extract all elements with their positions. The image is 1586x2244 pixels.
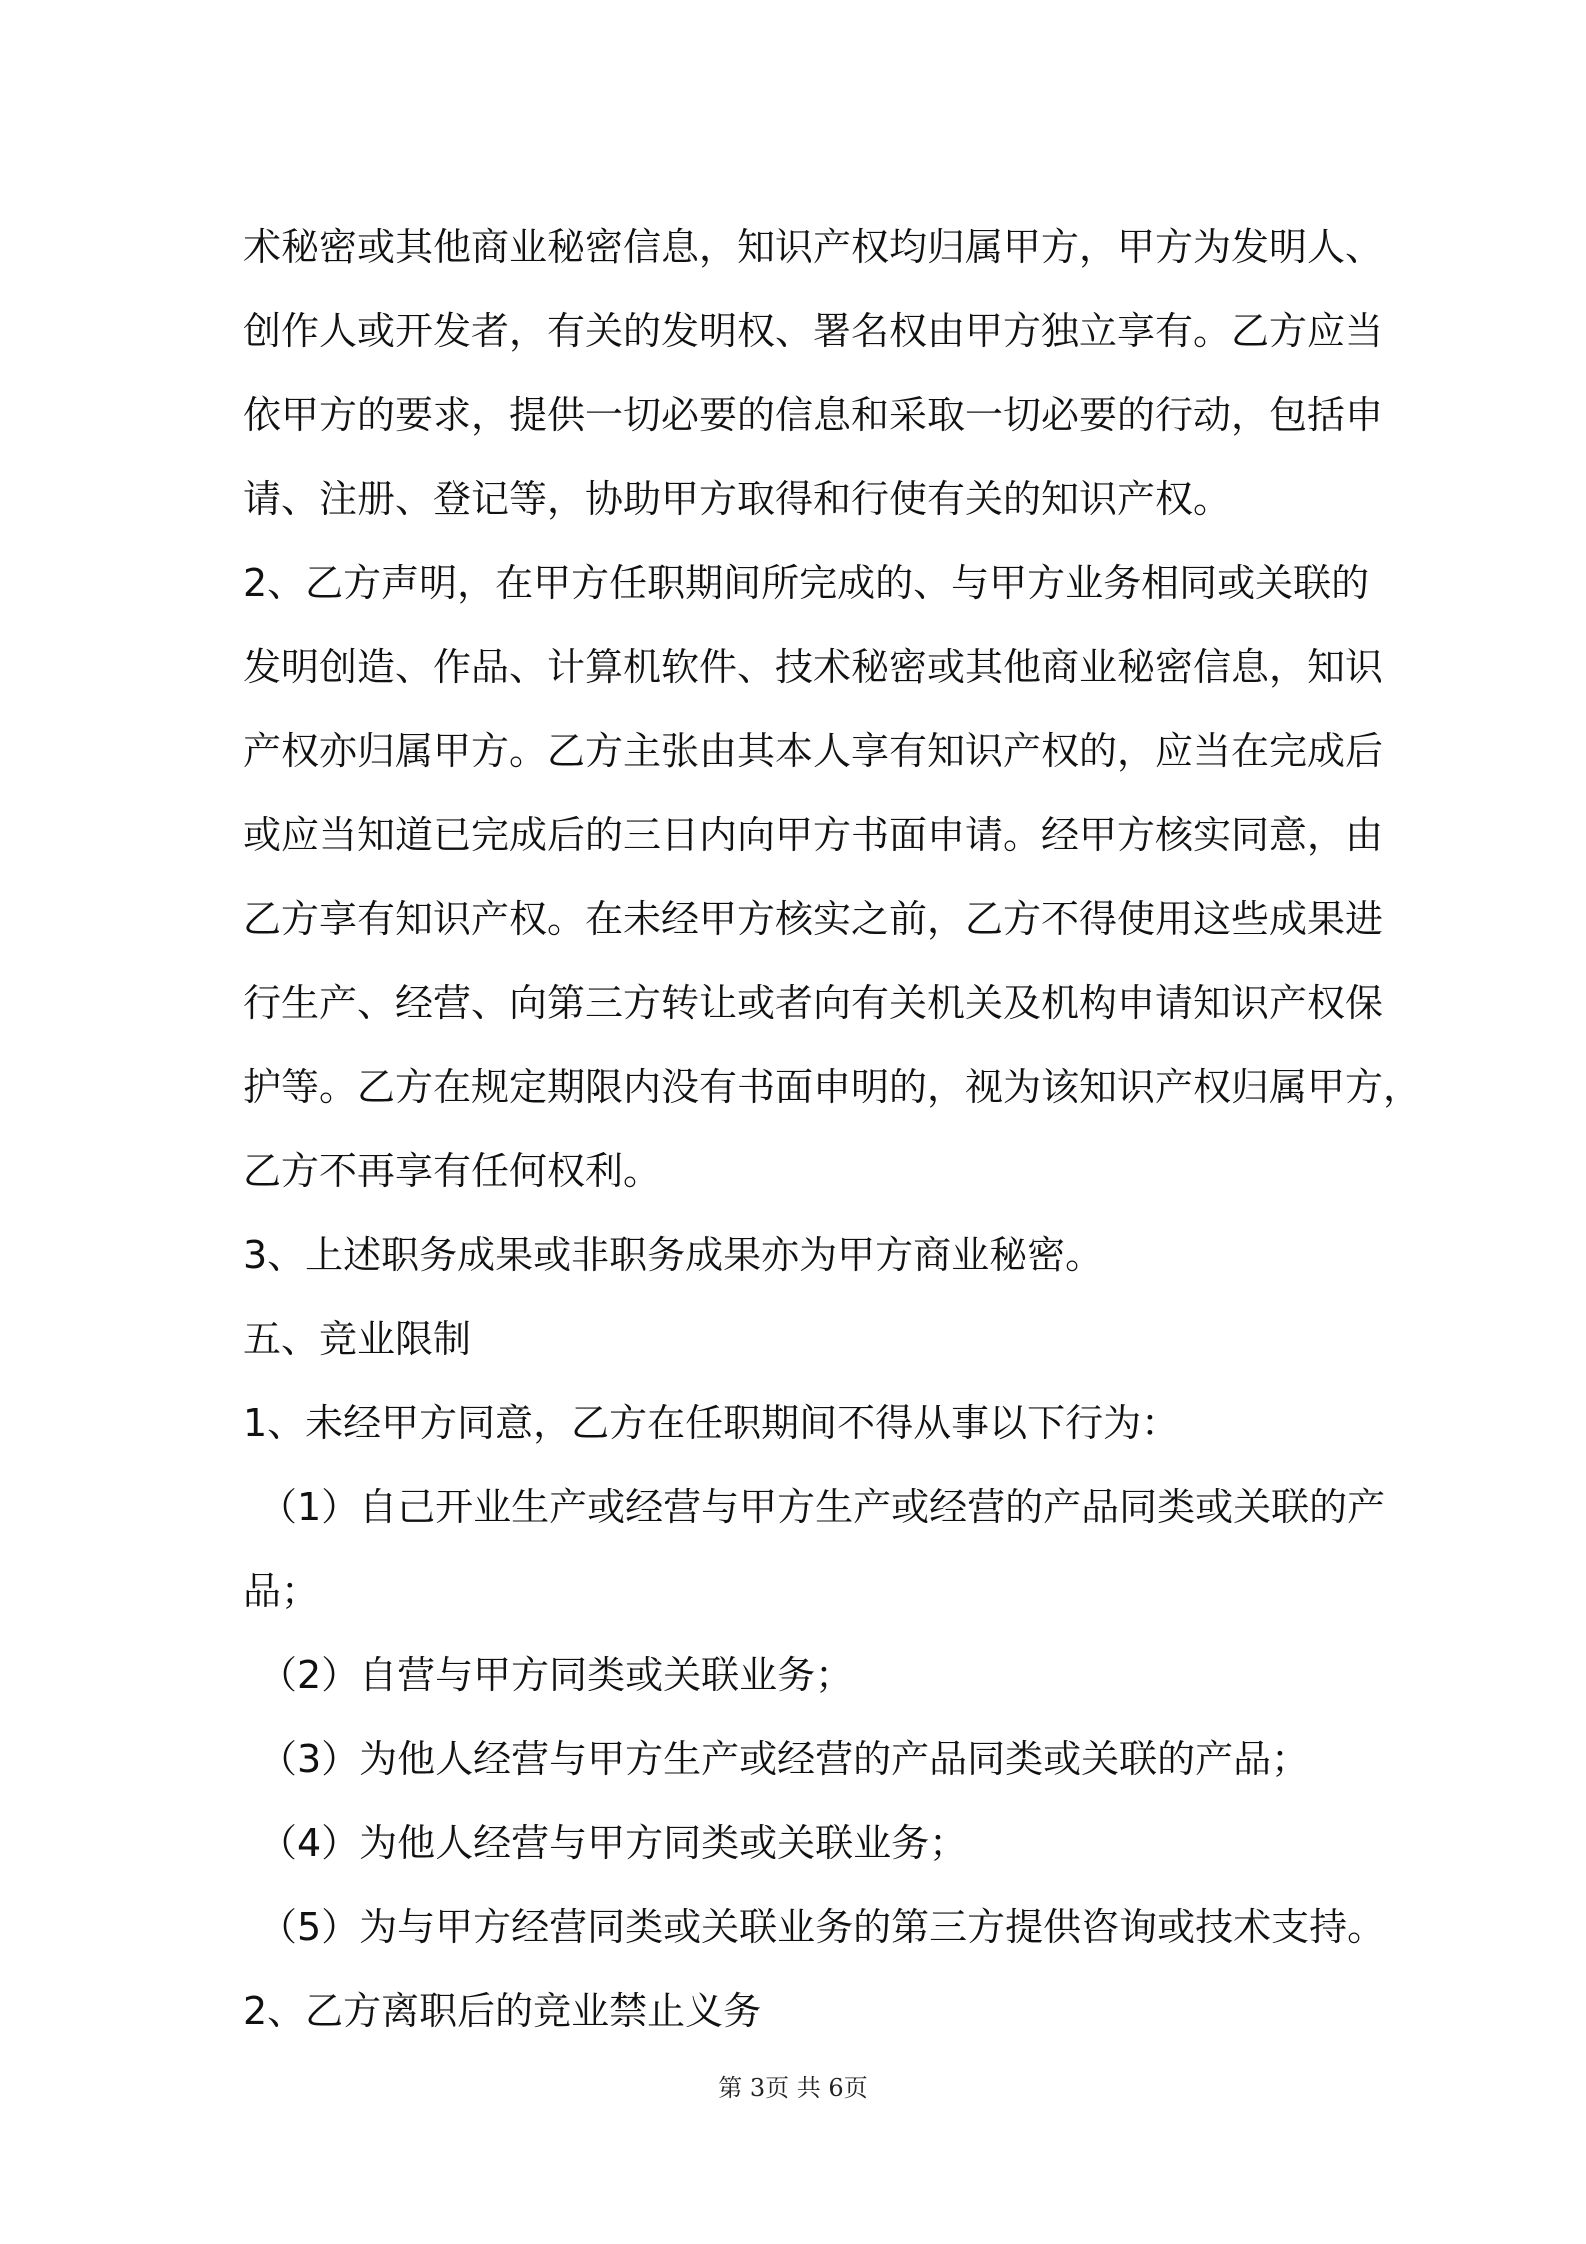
section5-clause-2: 2、乙方离职后的竞业禁止义务	[243, 1989, 762, 2033]
clause-2-line-2: 发明创造、作品、计算机软件、技术秘密或其他商业秘密信息，知识	[243, 645, 1384, 689]
clause-2-line-7: 护等。乙方在规定期限内没有书面申明的，视为该知识产权归属甲方，	[243, 1065, 1422, 1109]
list-item-4: （4）为他人经营与甲方同类或关联业务；	[259, 1821, 968, 1865]
clause-3-line: 3、上述职务成果或非职务成果亦为甲方商业秘密。	[243, 1233, 1104, 1277]
document-body	[243, 205, 1422, 2053]
section5-clause-1: 1、未经甲方同意，乙方在任职期间不得从事以下行为：	[243, 1401, 1180, 1445]
text-line-2: 创作人或开发者，有关的发明权、署名权由甲方独立享有。乙方应当	[243, 309, 1384, 353]
text-line-1: 术秘密或其他商业秘密信息，知识产权均归属甲方，甲方为发明人、	[243, 225, 1384, 269]
clause-2-line-3: 产权亦归属甲方。乙方主张由其本人享有知识产权的，应当在完成后	[243, 729, 1384, 773]
clause-2-line-5: 乙方享有知识产权。在未经甲方核实之前，乙方不得使用这些成果进	[243, 897, 1384, 941]
list-item-3: （3）为他人经营与甲方生产或经营的产品同类或关联的产品；	[259, 1737, 1310, 1781]
page-number-footer: 第 3页 共 6页	[718, 2074, 868, 2102]
text-line-3: 依甲方的要求，提供一切必要的信息和采取一切必要的行动，包括申	[243, 393, 1384, 437]
text-line-4: 请、注册、登记等，协助甲方取得和行使有关的知识产权。	[243, 477, 1232, 521]
list-item-1-line-2: 品；	[243, 1569, 320, 1613]
list-item-5: （5）为与甲方经营同类或关联业务的第三方提供咨询或技术支持。	[259, 1905, 1386, 1949]
list-item-1-line-1: （1）自己开业生产或经营与甲方生产或经营的产品同类或关联的产	[259, 1485, 1386, 1529]
clause-2-line-1: 2、乙方声明，在甲方任职期间所完成的、与甲方业务相同或关联的	[243, 561, 1370, 605]
section-heading-5: 五、竞业限制	[243, 1317, 472, 1361]
clause-2-line-6: 行生产、经营、向第三方转让或者向有关机关及机构申请知识产权保	[243, 981, 1384, 1025]
list-item-2: （2）自营与甲方同类或关联业务；	[259, 1653, 854, 1697]
clause-2-line-8: 乙方不再享有任何权利。	[243, 1149, 662, 1193]
clause-2-line-4: 或应当知道已完成后的三日内向甲方书面申请。经甲方核实同意，由	[243, 813, 1384, 857]
